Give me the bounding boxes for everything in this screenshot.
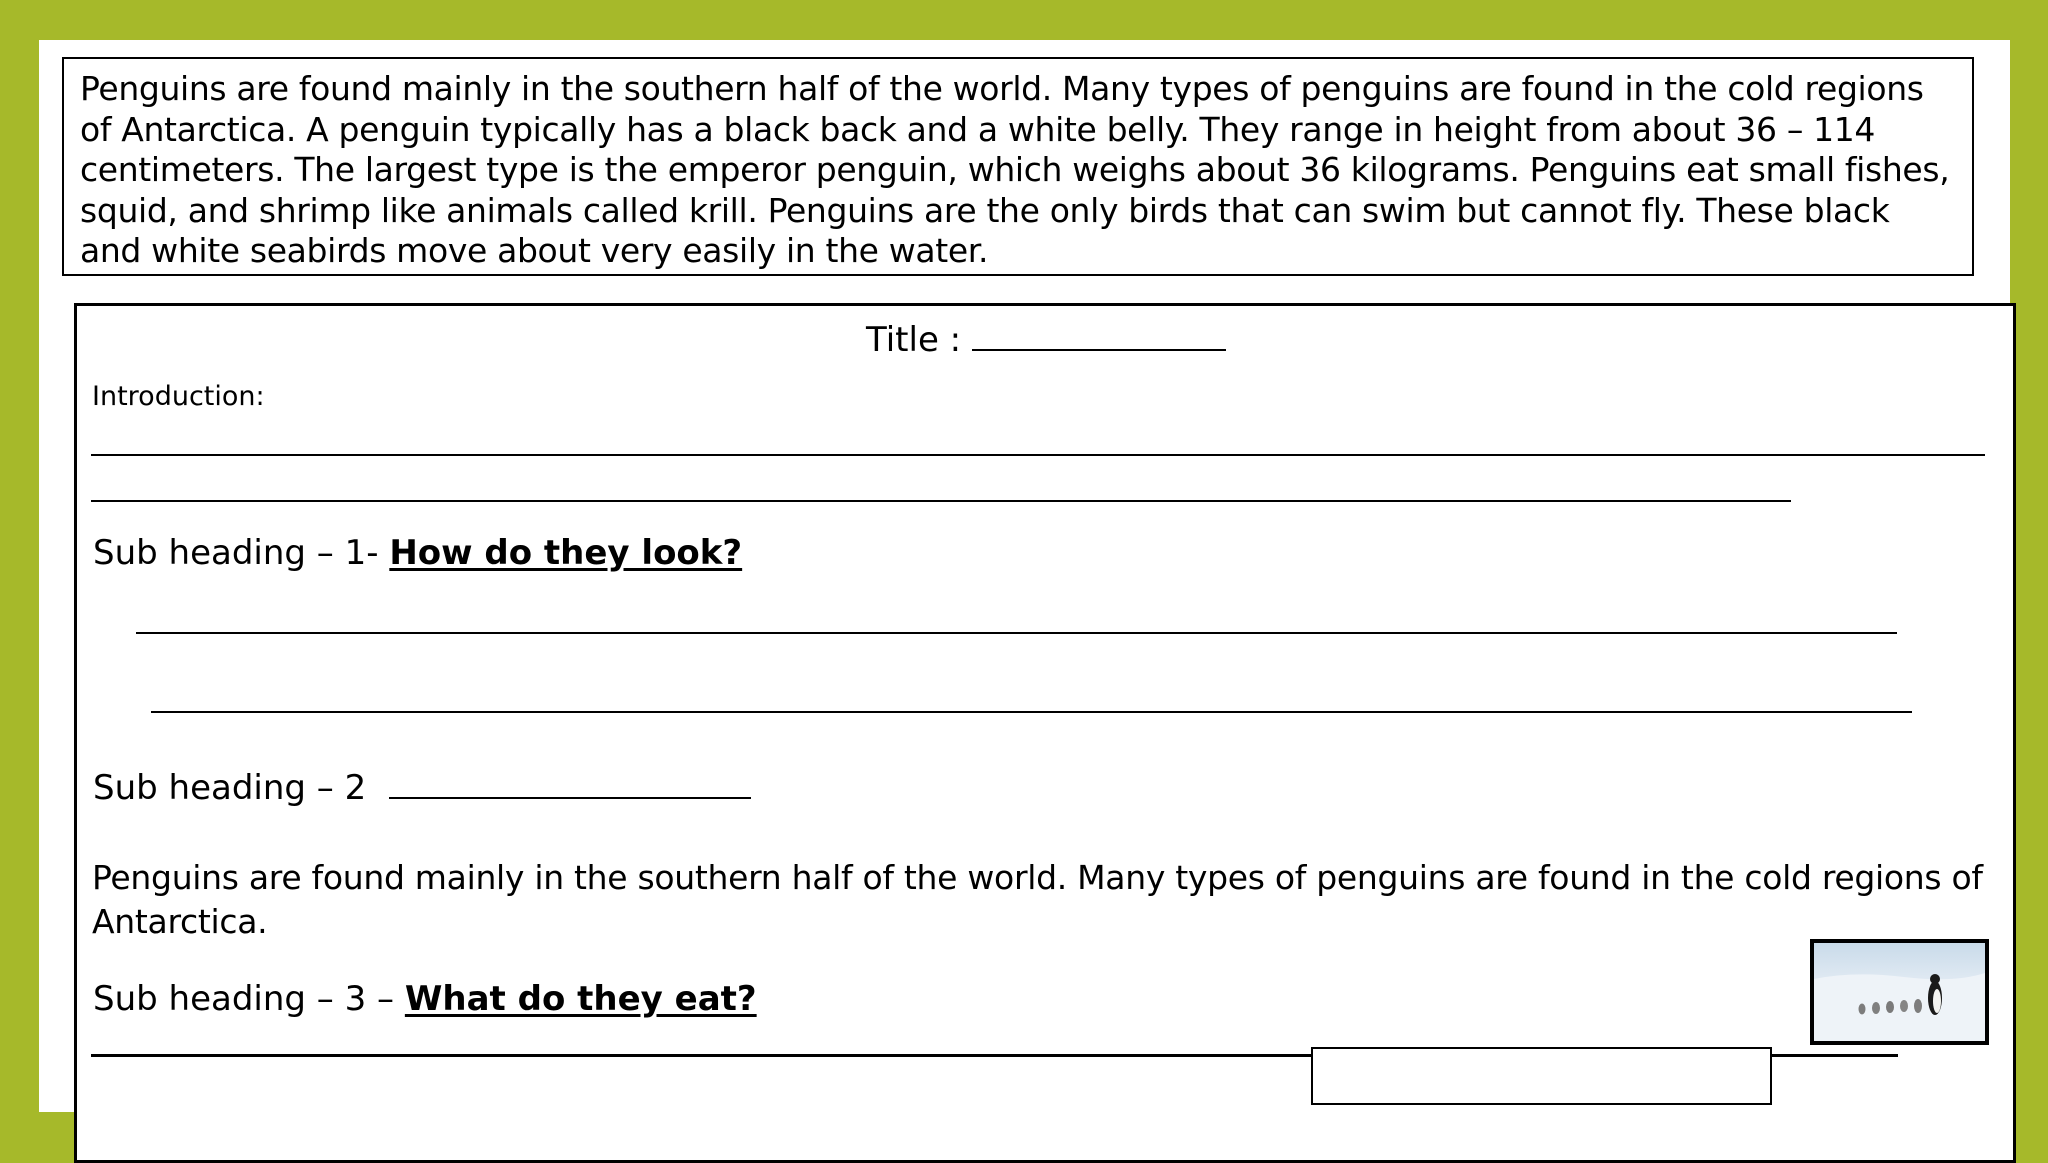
title-field: [866, 320, 1226, 360]
title-blank[interactable]: [972, 349, 1226, 351]
subheading-3-question: What do they eat?: [404, 979, 757, 1019]
subheading-2: [93, 768, 751, 808]
title-label: Title :: [866, 320, 962, 360]
subheading-2-blank[interactable]: [389, 797, 751, 799]
answer-box[interactable]: [1311, 1047, 1772, 1105]
subheading-3: [93, 979, 757, 1019]
penguin-photo-image: [1814, 943, 1985, 1041]
subheading-2-prefix: Sub heading – 2: [93, 768, 367, 808]
writing-frame: [74, 303, 2016, 1163]
subheading-1-line-1[interactable]: [136, 632, 1897, 634]
subheading-3-prefix: Sub heading – 3 –: [93, 979, 395, 1019]
subheading-1-line-2[interactable]: [151, 711, 1912, 713]
subheading-1-prefix: Sub heading – 1-: [93, 533, 379, 573]
subheading-1: [93, 533, 742, 573]
penguin-photo: [1810, 939, 1989, 1045]
introduction-line-1[interactable]: [91, 454, 1985, 456]
subheading-1-question: How do they look?: [389, 533, 743, 573]
introduction-line-2[interactable]: [91, 500, 1791, 502]
subheading-2-body: Penguins are found mainly in the southern half of the world. Many types of penguins are found in the cold regions of Antarctica.: [92, 858, 1983, 941]
reading-passage-text: Penguins are found mainly in the southern half of the world. Many types of penguins are found in the cold regions of Antarctica. A penguin typically has a black back and a white belly. They range in height from about 36 – 114 centimeters. The largest type is the emperor penguin, which weighs about 36 kilograms. Penguins eat small fishes, squid, and shrimp like animals called krill. Penguins are the only birds that can swim but cannot fly. These black and white seabirds move about very easily in the water.: [80, 69, 1950, 270]
reading-passage-box: [62, 57, 1974, 276]
introduction-label: Introduction:: [92, 381, 265, 412]
